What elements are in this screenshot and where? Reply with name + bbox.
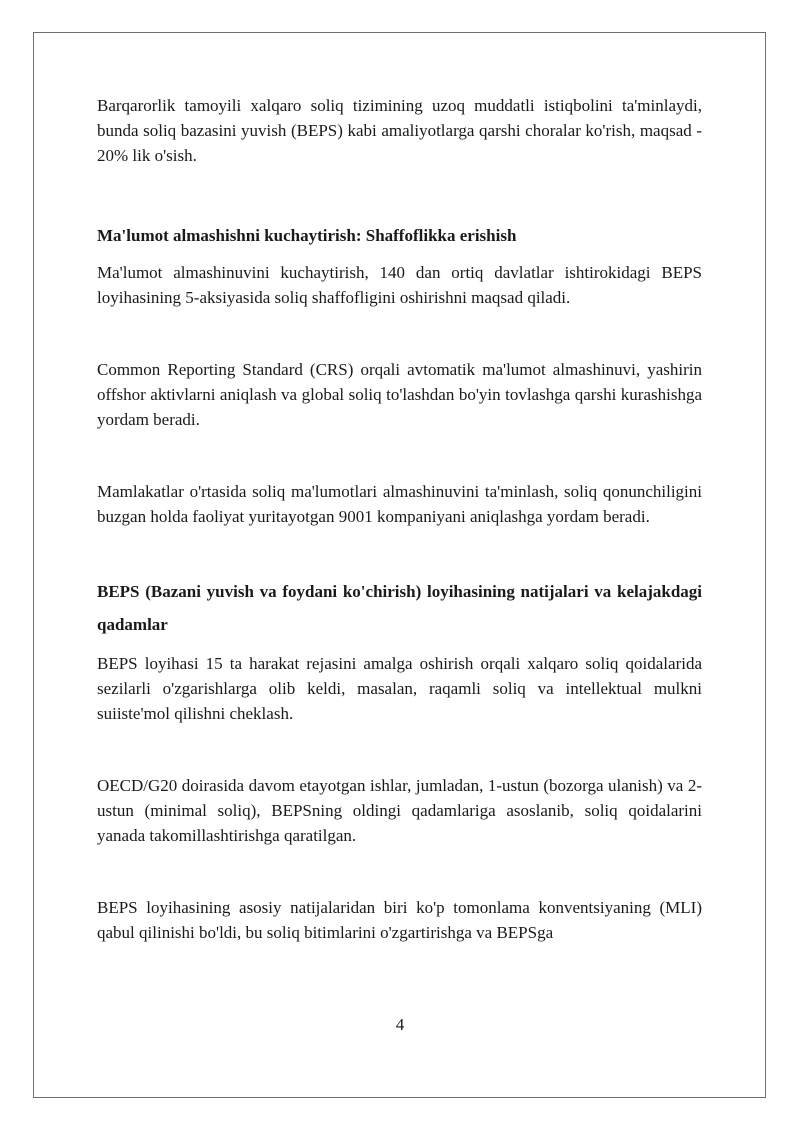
paragraph-oecd-g20-pillars: OECD/G20 doirasida davom etayotgan ishlar, jumladan, 1-ustun (bozorga ulanish) va 2-ustun (minimal soliq), BEPSning oldingi qadamlariga asoslanib, soliq qoidalarini yanada takomillashtirishga qaratilgan. xyxy=(97,776,702,845)
paragraph-beps-action-5: Ma'lumot almashinuvini kuchaytirish, 140 dan ortiq davlatlar ishtirokidagi BEPS loyihasining 5-aksiyasida soliq shaffofligini oshirishni maqsad qiladi. xyxy=(97,263,702,307)
paragraph-sustainability: Barqarorlik tamoyili xalqaro soliq tizimining uzoq muddatli istiqbolini ta'minlaydi, bunda soliq bazasini yuvish (BEPS) kabi amaliyotlarga qarshi choralar ko'rish, maqsad - 20% lik o'sish. xyxy=(97,96,702,165)
page-number: 4 xyxy=(395,1015,405,1034)
paragraph-mli: BEPS loyihasining asosiy natijalaridan biri ko'p tomonlama konventsiyaning (MLI) qabul qilinishi bo'ldi, bu soliq bitimlarini o'zgartirishga va BEPSga xyxy=(97,898,702,942)
section-heading-beps-results: BEPS (Bazani yuvish va foydani ko'chirish) loyihasining natijalari va kelajakdagi qadamlar xyxy=(97,582,702,634)
paragraph-tax-info-exchange: Mamlakatlar o'rtasida soliq ma'lumotlari almashinuvini ta'minlash, soliq qonunchiligini buzgan holda faoliyat yuritayotgan 9001 kompaniyani aniqlashga yordam beradi. xyxy=(97,482,702,526)
page-content xyxy=(97,93,702,945)
paragraph-beps-15-actions: BEPS loyihasi 15 ta harakat rejasini amalga oshirish orqali xalqaro soliq qoidalarida sezilarli o'zgarishlarga olib keldi, masalan, raqamli soliq va intellektual mulkni suiiste'mol qilishni cheklash. xyxy=(97,654,702,723)
paragraph-crs: Common Reporting Standard (CRS) orqali avtomatik ma'lumot almashinuvi, yashirin offshor aktivlarni aniqlash va global soliq to'lashdan bo'yin tovlashga qarshi kurashishga yordam beradi. xyxy=(97,360,702,429)
section-heading-information-exchange: Ma'lumot almashishni kuchaytirish: Shaffoflikka erishish xyxy=(97,226,517,245)
